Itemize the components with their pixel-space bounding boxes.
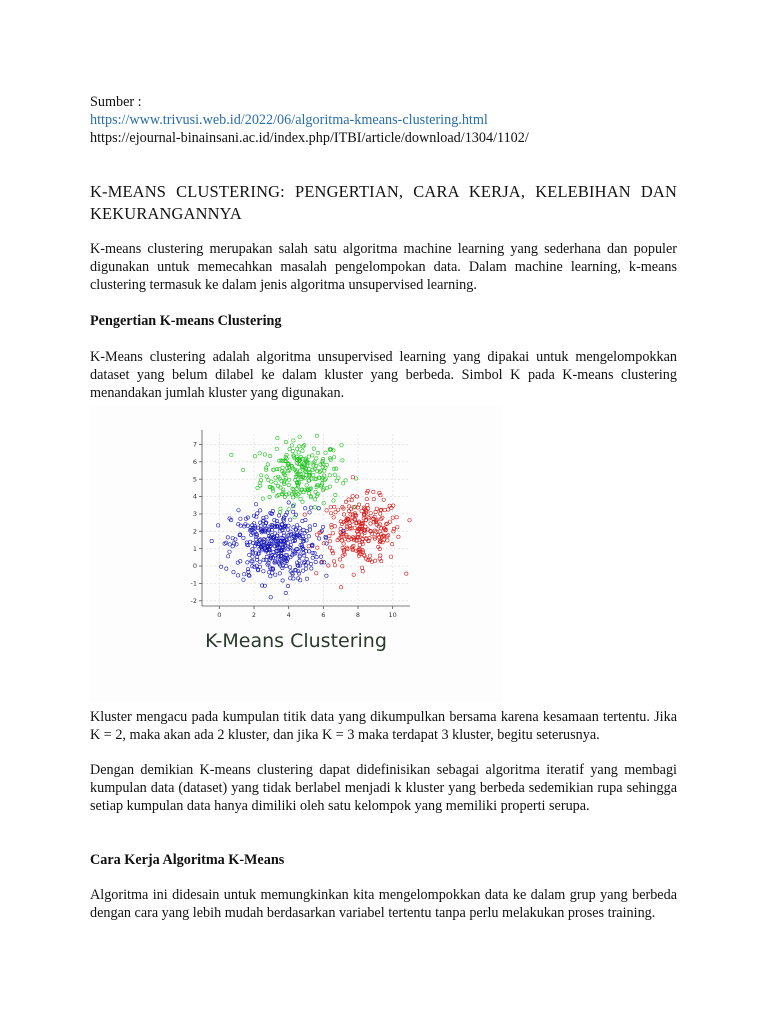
- y-tick-label: 2: [192, 527, 197, 536]
- scatter-point-cluster-3: [262, 570, 265, 573]
- scatter-point-cluster-1: [301, 449, 304, 452]
- scatter-point-cluster-2: [328, 540, 331, 543]
- scatter-point-cluster-2: [372, 497, 375, 500]
- scatter-point-cluster-1: [284, 440, 287, 443]
- scatter-point-cluster-3: [242, 578, 245, 581]
- scatter-point-cluster-2: [325, 509, 328, 512]
- scatter-point-cluster-1: [310, 477, 313, 480]
- scatter-point-cluster-1: [313, 498, 316, 501]
- scatter-point-cluster-2: [391, 542, 394, 545]
- scatter-point-cluster-2: [395, 516, 398, 519]
- scatter-point-cluster-3: [324, 536, 327, 539]
- scatter-point-cluster-2: [366, 503, 369, 506]
- scatter-point-cluster-1: [298, 435, 301, 438]
- scatter-point-cluster-3: [305, 577, 308, 580]
- scatter-point-cluster-2: [369, 512, 372, 515]
- scatter-point-cluster-1: [316, 451, 319, 454]
- scatter-point-cluster-3: [278, 572, 281, 575]
- article-title: K-MEANS CLUSTERING: PENGERTIAN, CARA KERJA, KELEBIHAN DAN KEKURANGANNYA: [90, 182, 677, 223]
- scatter-point-cluster-3: [313, 552, 316, 555]
- scatter-point-cluster-3: [291, 510, 294, 513]
- scatter-point-cluster-2: [357, 503, 360, 506]
- scatter-point-cluster-1: [312, 473, 315, 476]
- scatter-point-cluster-1: [230, 453, 233, 456]
- scatter-point-cluster-3: [258, 509, 261, 512]
- scatter-point-cluster-3: [219, 565, 222, 568]
- scatter-point-cluster-2: [388, 520, 391, 523]
- scatter-point-cluster-2: [358, 543, 361, 546]
- scatter-point-cluster-3: [287, 542, 290, 545]
- definition-summary-paragraph: Dengan demikian K-means clustering dapat didefinisikan sebagai algoritma iteratif yang membagi kumpulan data (dataset) yang tidak berlabel menjadi k kluster yang berbeda sedemikian rupa sehingga setiap kumpulan data hanya dimiliki oleh satu kelompok yang memiliki properti serupa.: [90, 762, 677, 814]
- scatter-point-cluster-3: [269, 596, 272, 599]
- scatter-point-cluster-3: [309, 506, 312, 509]
- scatter-point-cluster-3: [259, 521, 262, 524]
- scatter-point-cluster-3: [228, 550, 231, 553]
- scatter-point-cluster-3: [303, 531, 306, 534]
- scatter-point-cluster-2: [361, 570, 364, 573]
- scatter-point-cluster-3: [226, 555, 229, 558]
- scatter-point-cluster-3: [284, 591, 287, 594]
- section-heading-cara-kerja: Cara Kerja Algoritma K-Means: [90, 852, 285, 868]
- scatter-point-cluster-2: [331, 549, 334, 552]
- scatter-point-cluster-1: [324, 451, 327, 454]
- scatter-point-cluster-2: [332, 560, 335, 563]
- scatter-point-cluster-3: [274, 573, 277, 576]
- scatter-point-cluster-1: [297, 451, 300, 454]
- scatter-point-cluster-2: [386, 539, 389, 542]
- scatter-point-cluster-1: [260, 474, 263, 477]
- scatter-point-cluster-2: [375, 507, 378, 510]
- scatter-point-cluster-1: [315, 457, 318, 460]
- scatter-point-cluster-3: [248, 553, 251, 556]
- scatter-point-cluster-1: [313, 506, 316, 509]
- scatter-point-cluster-1: [287, 478, 290, 481]
- scatter-point-cluster-3: [315, 555, 318, 558]
- scatter-point-cluster-2: [344, 500, 347, 503]
- scatter-point-cluster-3: [226, 536, 229, 539]
- scatter-point-cluster-3: [298, 527, 301, 530]
- scatter-point-cluster-1: [282, 488, 285, 491]
- scatter-point-cluster-2: [372, 490, 375, 493]
- scatter-point-cluster-2: [347, 509, 350, 512]
- scatter-point-cluster-1: [340, 444, 343, 447]
- y-tick-label: 3: [192, 510, 197, 519]
- scatter-point-cluster-3: [251, 548, 254, 551]
- scatter-point-cluster-2: [315, 533, 318, 536]
- scatter-point-cluster-3: [242, 536, 245, 539]
- scatter-point-cluster-1: [285, 453, 288, 456]
- sources-block: [90, 94, 677, 147]
- scatter-point-cluster-2: [382, 498, 385, 501]
- scatter-point-cluster-2: [330, 523, 333, 526]
- scatter-point-cluster-1: [266, 463, 269, 466]
- scatter-point-cluster-1: [311, 454, 314, 457]
- scatter-point-cluster-2: [352, 573, 355, 576]
- scatter-point-cluster-1: [301, 500, 304, 503]
- scatter-point-cluster-1: [295, 447, 298, 450]
- scatter-point-cluster-3: [302, 551, 305, 554]
- y-tick-label: -1: [190, 579, 197, 588]
- scatter-point-cluster-2: [333, 525, 336, 528]
- scatter-point-cluster-2: [339, 586, 342, 589]
- x-tick-label: 4: [286, 611, 291, 619]
- scatter-point-cluster-1: [275, 447, 278, 450]
- definition-paragraph: K-Means clustering adalah algoritma unsupervised learning yang dipakai untuk mengelompokkan dataset yang belum dilabel ke dalam kluster yang berbeda. Simbol K pada K-means clustering menandakan jumlah kluster yang digunakan.: [90, 349, 677, 401]
- scatter-point-cluster-2: [303, 513, 306, 516]
- scatter-point-cluster-2: [360, 509, 363, 512]
- scatter-point-cluster-3: [267, 571, 270, 574]
- scatter-point-cluster-2: [365, 497, 368, 500]
- scatter-point-cluster-2: [331, 552, 334, 555]
- y-tick-label: 1: [192, 544, 197, 553]
- scatter-point-cluster-1: [312, 447, 315, 450]
- scatter-point-cluster-3: [216, 524, 219, 527]
- scatter-point-cluster-1: [332, 499, 335, 502]
- scatter-point-cluster-3: [303, 554, 306, 557]
- scatter-point-cluster-2: [329, 506, 332, 509]
- scatter-point-cluster-3: [245, 541, 248, 544]
- y-tick-label: 7: [192, 440, 197, 449]
- scatter-point-cluster-2: [374, 510, 377, 513]
- scatter-point-cluster-2: [333, 505, 336, 508]
- scatter-point-cluster-1: [341, 482, 344, 485]
- section-heading-pengertian: Pengertian K-means Clustering: [90, 313, 282, 329]
- scatter-point-cluster-1: [332, 467, 335, 470]
- scatter-point-cluster-2: [329, 512, 332, 515]
- scatter-point-cluster-3: [314, 560, 317, 563]
- scatter-point-cluster-1: [335, 479, 338, 482]
- scatter-point-cluster-1: [354, 477, 357, 480]
- scatter-point-cluster-3: [269, 575, 272, 578]
- scatter-point-cluster-2: [361, 542, 364, 545]
- scatter-point-cluster-2: [361, 533, 364, 536]
- cara-kerja-paragraph: Algoritma ini didesain untuk memungkinkan kita mengelompokkan data ke dalam grup yang berbeda dengan cara yang lebih mudah berdasarkan variabel tertentu tanpa perlu melakukan proses training.: [90, 887, 677, 921]
- y-tick-label: 0: [192, 562, 197, 571]
- figure-caption: K-Means Clustering: [205, 630, 387, 652]
- scatter-point-cluster-1: [333, 473, 336, 476]
- scatter-point-cluster-3: [243, 573, 246, 576]
- scatter-point-cluster-3: [308, 528, 311, 531]
- scatter-point-cluster-3: [301, 519, 304, 522]
- scatter-point-cluster-1: [241, 468, 244, 471]
- scatter-point-cluster-1: [344, 479, 347, 482]
- scatter-point-cluster-2: [342, 542, 345, 545]
- scatter-point-cluster-3: [307, 535, 310, 538]
- scatter-point-cluster-2: [328, 534, 331, 537]
- scatter-point-cluster-3: [313, 523, 316, 526]
- scatter-point-cluster-3: [251, 555, 254, 558]
- scatter-point-cluster-2: [396, 526, 399, 529]
- scatter-point-cluster-2: [397, 535, 400, 538]
- y-tick-label: 5: [192, 475, 197, 484]
- y-tick-label: -2: [190, 596, 197, 605]
- scatter-point-cluster-3: [232, 570, 235, 573]
- scatter-point-cluster-1: [279, 507, 282, 510]
- scatter-point-cluster-1: [305, 484, 308, 487]
- cluster-paragraph: Kluster mengacu pada kumpulan titik data yang dikumpulkan bersama karena kesamaan tertentu. Jika K = 2, maka akan ada 2 kluster, dan jika K = 3 maka terdapat 3 kluster, begitu seterusnya.: [90, 709, 677, 743]
- scatter-point-cluster-1: [268, 495, 271, 498]
- x-tick-label: 6: [321, 611, 326, 619]
- scatter-point-cluster-3: [281, 579, 284, 582]
- intro-paragraph: K-means clustering merupakan salah satu algoritma machine learning yang sederhana dan populer digunakan untuk memecahkan masalah pengelompokan data. Dalam machine learning, k-means clustering termasuk ke dalam jenis algoritma unsupervised learning.: [90, 241, 677, 293]
- scatter-point-cluster-3: [301, 569, 304, 572]
- scatter-point-cluster-2: [408, 519, 411, 522]
- scatter-point-cluster-1: [269, 454, 272, 457]
- scatter-point-cluster-1: [314, 490, 317, 493]
- scatter-point-cluster-3: [254, 503, 257, 506]
- scatter-point-cluster-2: [405, 572, 408, 575]
- scatter-point-cluster-3: [317, 537, 320, 540]
- scatter-point-cluster-1: [315, 434, 318, 437]
- x-tick-label: 10: [388, 611, 397, 619]
- scatter-point-cluster-2: [338, 558, 341, 561]
- x-tick-label: 0: [217, 611, 222, 619]
- scatter-point-cluster-2: [392, 504, 395, 507]
- scatter-point-cluster-2: [373, 559, 376, 562]
- y-tick-label: 4: [192, 492, 197, 501]
- scatter-point-cluster-3: [231, 545, 234, 548]
- scatter-point-cluster-2: [316, 546, 319, 549]
- scatter-point-cluster-2: [351, 476, 354, 479]
- scatter-point-cluster-3: [292, 526, 295, 529]
- scatter-point-cluster-2: [350, 498, 353, 501]
- scatter-point-cluster-2: [342, 513, 345, 516]
- scatter-point-cluster-1: [276, 436, 279, 439]
- scatter-point-cluster-2: [332, 516, 335, 519]
- x-tick-label: 2: [251, 611, 257, 619]
- scatter-point-cluster-2: [331, 532, 334, 535]
- scatter-point-cluster-2: [360, 566, 363, 569]
- scatter-point-cluster-2: [389, 555, 392, 558]
- scatter-point-cluster-3: [310, 567, 313, 570]
- scatter-point-cluster-3: [210, 539, 213, 542]
- kmeans-scatter-plot: [90, 406, 502, 626]
- scatter-point-cluster-2: [386, 508, 389, 511]
- x-tick-label: 8: [355, 611, 361, 619]
- scatter-point-cluster-2: [367, 516, 370, 519]
- scatter-point-cluster-3: [308, 525, 311, 528]
- scatter-point-cluster-2: [379, 554, 382, 557]
- scatter-point-cluster-1: [288, 448, 291, 451]
- scatter-point-cluster-3: [325, 574, 328, 577]
- scatter-point-cluster-3: [246, 561, 249, 564]
- scatter-point-cluster-1: [253, 455, 256, 458]
- scatter-point-cluster-1: [281, 466, 284, 469]
- scatter-point-cluster-1: [258, 452, 261, 455]
- scatter-point-cluster-3: [236, 574, 239, 577]
- scatter-point-cluster-2: [369, 522, 372, 525]
- scatter-point-cluster-3: [295, 524, 298, 527]
- scatter-point-cluster-2: [368, 554, 371, 557]
- y-tick-label: 6: [192, 457, 197, 466]
- scatter-point-cluster-3: [225, 567, 228, 570]
- scatter-point-cluster-3: [308, 511, 311, 514]
- scatter-point-cluster-2: [383, 508, 386, 511]
- scatter-point-cluster-3: [286, 584, 289, 587]
- scatter-point-cluster-3: [311, 556, 314, 559]
- scatter-point-cluster-3: [319, 555, 322, 558]
- scatter-point-cluster-3: [256, 512, 259, 515]
- scatter-point-cluster-3: [237, 509, 240, 512]
- kmeans-figure: [90, 406, 502, 702]
- scatter-point-cluster-2: [327, 564, 330, 567]
- scatter-point-cluster-2: [334, 511, 337, 514]
- scatter-point-cluster-3: [259, 538, 262, 541]
- source-link-trivusi[interactable]: https://www.trivusi.web.id/2022/06/algoritma-kmeans-clustering.html: [90, 111, 488, 128]
- scatter-point-cluster-1: [279, 510, 282, 513]
- scatter-point-cluster-3: [239, 517, 242, 520]
- scatter-point-cluster-3: [298, 559, 301, 562]
- scatter-point-cluster-3: [247, 573, 250, 576]
- scatter-point-cluster-3: [258, 560, 261, 563]
- scatter-point-cluster-2: [347, 505, 350, 508]
- scatter-point-cluster-1: [328, 474, 331, 477]
- source-link-ejournal: https://ejournal-binainsani.ac.id/index.php/ITBI/article/download/1304/1102/: [90, 129, 529, 146]
- scatter-point-cluster-1: [270, 480, 273, 483]
- scatter-point-cluster-1: [261, 497, 264, 500]
- scatter-point-cluster-1: [265, 475, 268, 478]
- scatter-point-cluster-3: [317, 507, 320, 510]
- scatter-point-cluster-3: [304, 507, 307, 510]
- scatter-point-cluster-1: [275, 467, 278, 470]
- scatter-point-cluster-1: [292, 439, 295, 442]
- scatter-point-cluster-1: [263, 453, 266, 456]
- scatter-point-cluster-1: [332, 456, 335, 459]
- scatter-point-cluster-2: [315, 572, 318, 575]
- sources-label: Sumber :: [90, 94, 142, 110]
- scatter-point-cluster-1: [274, 481, 277, 484]
